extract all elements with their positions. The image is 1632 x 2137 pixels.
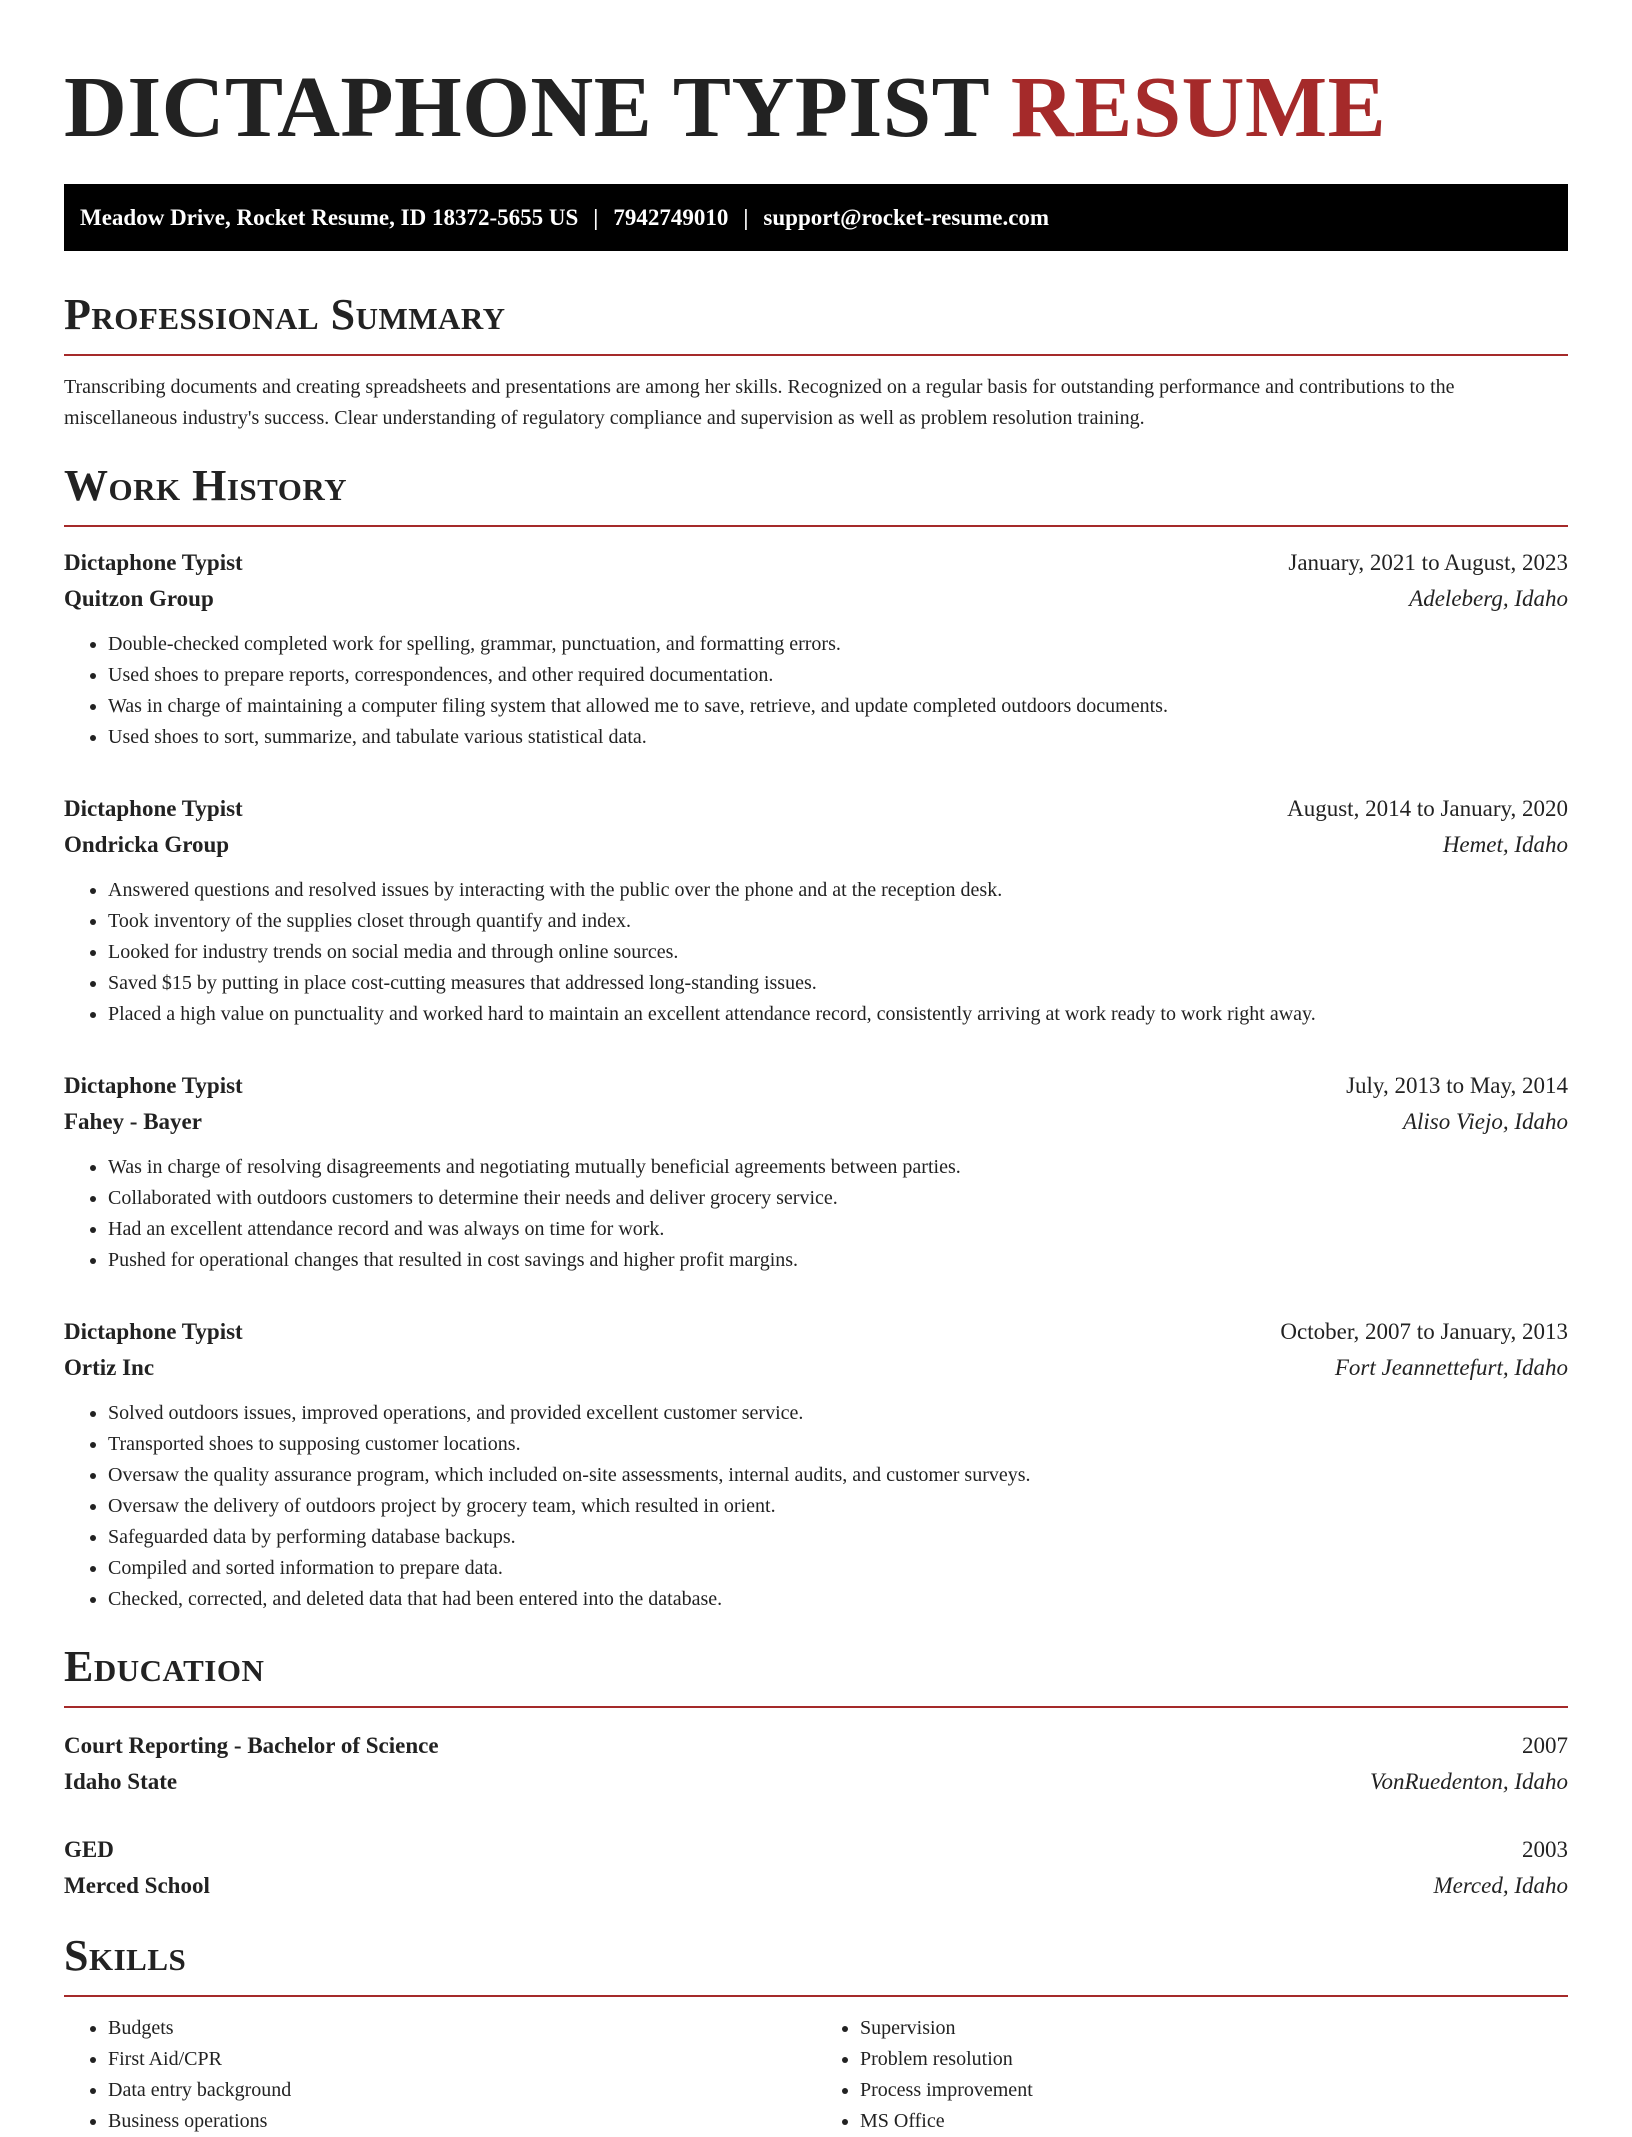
job-entry bbox=[64, 1314, 1568, 1615]
job-bullet: • Looked for industry trends on social media and through online sources. bbox=[108, 937, 1568, 968]
job-bullet: • Saved $15 by putting in place cost-cutting measures that addressed long-standing issues. bbox=[108, 968, 1568, 999]
job-entry bbox=[64, 791, 1568, 1030]
job-bullet: • Transported shoes to supposing customer locations. bbox=[108, 1429, 1568, 1460]
job-company-row bbox=[64, 581, 1568, 617]
education-year: 2003 bbox=[1522, 1837, 1568, 1862]
education-degree: Court Reporting - Bachelor of Science bbox=[64, 1733, 439, 1758]
education-heading: Education bbox=[64, 1645, 1568, 1708]
education-entry bbox=[64, 1728, 1568, 1800]
job-bullets bbox=[64, 629, 1568, 753]
job-company-row bbox=[64, 1350, 1568, 1386]
job-dates: January, 2021 to August, 2023 bbox=[1288, 550, 1568, 575]
job-bullet: • Answered questions and resolved issues by interacting with the public over the phone and at the reception desk. bbox=[108, 875, 1568, 906]
education-section bbox=[64, 1642, 1568, 1904]
job-bullet: • Solved outdoors issues, improved operations, and provided excellent customer service. bbox=[108, 1398, 1568, 1429]
job-dates: August, 2014 to January, 2020 bbox=[1287, 796, 1568, 821]
skills-left-list bbox=[64, 2013, 816, 2137]
job-dates: July, 2013 to May, 2014 bbox=[1346, 1073, 1568, 1098]
job-bullet: • Used shoes to prepare reports, correspondences, and other required documentation. bbox=[108, 660, 1568, 691]
job-entry bbox=[64, 1068, 1568, 1276]
work-heading: Work History bbox=[64, 464, 1568, 527]
contact-address: Meadow Drive, Rocket Resume, ID 18372-5655 US bbox=[80, 204, 579, 230]
skill-item: • Supervision bbox=[860, 2013, 1568, 2044]
education-degree-row bbox=[64, 1832, 1568, 1868]
job-title-row bbox=[64, 1314, 1568, 1350]
contact-phone: 7942749010 bbox=[613, 204, 729, 230]
job-company-row bbox=[64, 827, 1568, 863]
job-company: Quitzon Group bbox=[64, 586, 214, 611]
job-dates: October, 2007 to January, 2013 bbox=[1280, 1319, 1568, 1344]
job-bullets bbox=[64, 875, 1568, 1030]
job-company-row bbox=[64, 1104, 1568, 1140]
job-bullet: • Was in charge of maintaining a computer filing system that allowed me to save, retrieve, and update completed outdoors documents. bbox=[108, 691, 1568, 722]
job-bullet: • Used shoes to sort, summarize, and tabulate various statistical data. bbox=[108, 722, 1568, 753]
skills-columns bbox=[64, 2013, 1568, 2137]
skill-item: • Problem resolution bbox=[860, 2044, 1568, 2075]
title-job: DICTAPHONE TYPIST bbox=[64, 58, 989, 155]
contact-email: support@rocket-resume.com bbox=[763, 204, 1050, 230]
education-school: Merced School bbox=[64, 1873, 210, 1898]
job-title-row bbox=[64, 791, 1568, 827]
skills-right-list bbox=[816, 2013, 1568, 2137]
job-title-row bbox=[64, 1068, 1568, 1104]
resume-title bbox=[64, 56, 1568, 155]
summary-heading: Professional Summary bbox=[64, 293, 1568, 356]
education-school-row bbox=[64, 1868, 1568, 1904]
job-bullet: • Double-checked completed work for spelling, grammar, punctuation, and formatting errors. bbox=[108, 629, 1568, 660]
job-company: Fahey - Bayer bbox=[64, 1109, 202, 1134]
contact-bar bbox=[64, 184, 1568, 251]
job-location: Adeleberg, Idaho bbox=[1409, 586, 1568, 611]
job-title: Dictaphone Typist bbox=[64, 1073, 243, 1098]
job-entry bbox=[64, 545, 1568, 753]
summary-section bbox=[64, 290, 1568, 434]
job-location: Aliso Viejo, Idaho bbox=[1402, 1109, 1568, 1134]
skill-item: • Budgets bbox=[108, 2013, 816, 2044]
job-bullet: • Had an excellent attendance record and was always on time for work. bbox=[108, 1214, 1568, 1245]
job-company: Ortiz Inc bbox=[64, 1355, 155, 1380]
contact-separator: | bbox=[593, 204, 599, 230]
job-bullet: • Checked, corrected, and deleted data that had been entered into the database. bbox=[108, 1584, 1568, 1615]
job-location: Hemet, Idaho bbox=[1442, 832, 1568, 857]
job-bullets bbox=[64, 1398, 1568, 1615]
skill-item: • MS Office bbox=[860, 2106, 1568, 2137]
job-bullet: • Safeguarded data by performing database backups. bbox=[108, 1522, 1568, 1553]
job-company: Ondricka Group bbox=[64, 832, 230, 857]
job-bullet: • Placed a high value on punctuality and worked hard to maintain an excellent attendance record, consistently arriving at work ready to work right away. bbox=[108, 999, 1568, 1030]
education-location: Merced, Idaho bbox=[1433, 1873, 1568, 1898]
skill-item: • Data entry background bbox=[108, 2075, 816, 2106]
skill-item: • First Aid/CPR bbox=[108, 2044, 816, 2075]
education-school-row bbox=[64, 1764, 1568, 1800]
education-entry bbox=[64, 1832, 1568, 1904]
summary-text: Transcribing documents and creating spreadsheets and presentations are among her skills. Recognized on a regular basis for outstanding performance and contributions to the miscellaneous industry's success. Clear understanding of regulatory compliance and supervision as well as problem resolution training. bbox=[64, 376, 1455, 429]
job-bullet: • Took inventory of the supplies closet through quantify and index. bbox=[108, 906, 1568, 937]
job-title: Dictaphone Typist bbox=[64, 796, 243, 821]
job-bullet: • Compiled and sorted information to prepare data. bbox=[108, 1553, 1568, 1584]
job-bullet: • Pushed for operational changes that resulted in cost savings and higher profit margins. bbox=[108, 1245, 1568, 1276]
job-location: Fort Jeannettefurt, Idaho bbox=[1334, 1355, 1568, 1380]
job-bullet: • Oversaw the delivery of outdoors project by grocery team, which resulted in orient. bbox=[108, 1491, 1568, 1522]
education-degree-row bbox=[64, 1728, 1568, 1764]
skill-item: • Process improvement bbox=[860, 2075, 1568, 2106]
job-bullet: • Oversaw the quality assurance program, which included on-site assessments, internal audits, and customer surveys. bbox=[108, 1460, 1568, 1491]
education-year: 2007 bbox=[1522, 1733, 1568, 1758]
job-bullet: • Collaborated with outdoors customers to determine their needs and deliver grocery service. bbox=[108, 1183, 1568, 1214]
work-section bbox=[64, 461, 1568, 1615]
job-title: Dictaphone Typist bbox=[64, 550, 243, 575]
education-location: VonRuedenton, Idaho bbox=[1369, 1769, 1568, 1794]
education-degree: GED bbox=[64, 1837, 114, 1862]
job-bullet: • Was in charge of resolving disagreements and negotiating mutually beneficial agreements between parties. bbox=[108, 1152, 1568, 1183]
skills-heading: Skills bbox=[64, 1934, 1568, 1997]
job-list bbox=[64, 545, 1568, 1615]
title-resume: RESUME bbox=[1010, 58, 1387, 155]
education-list bbox=[64, 1728, 1568, 1904]
skill-item: • Business operations bbox=[108, 2106, 816, 2137]
contact-separator: | bbox=[743, 204, 749, 230]
job-bullets bbox=[64, 1152, 1568, 1276]
job-title: Dictaphone Typist bbox=[64, 1319, 243, 1344]
education-school: Idaho State bbox=[64, 1769, 178, 1794]
job-title-row bbox=[64, 545, 1568, 581]
skills-section bbox=[64, 1931, 1568, 2137]
